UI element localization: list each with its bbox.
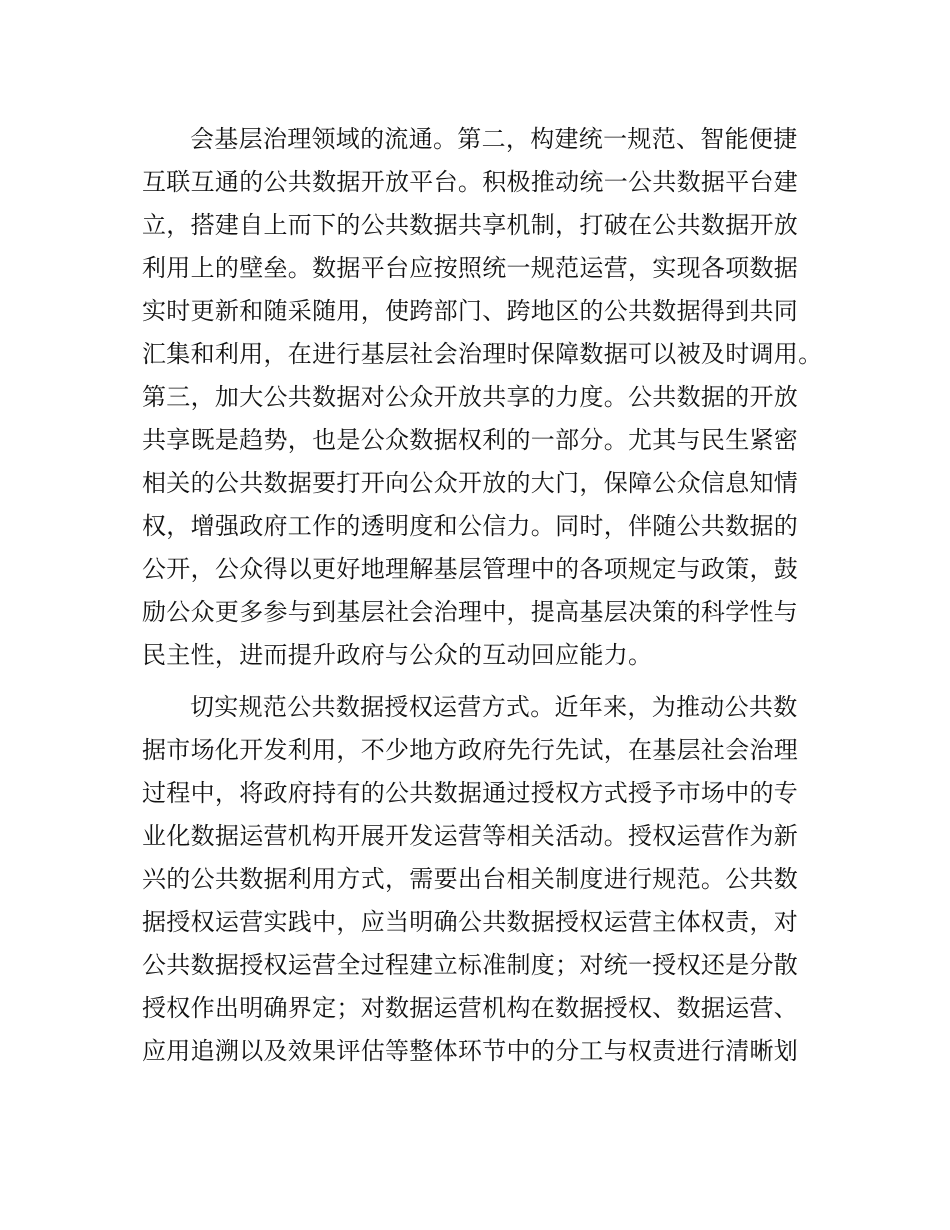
text-line: 过程中，将政府持有的公共数据通过授权方式授予市场中的专 bbox=[142, 779, 799, 807]
text-line: 汇集和利用，在进行基层社会治理时保障数据可以被及时调用。 bbox=[142, 340, 823, 368]
body-text bbox=[142, 118, 823, 1073]
text-line: 利用上的壁垒。数据平台应按照统一规范运营，实现各项数据 bbox=[142, 254, 799, 282]
text-line: 会基层治理领域的流通。第二，构建统一规范、智能便捷 bbox=[190, 125, 798, 153]
text-line: 切实规范公共数据授权运营方式。近年来，为推动公共数 bbox=[190, 693, 798, 721]
text-line: 业化数据运营机构开展开发运营等相关活动。授权运营作为新 bbox=[142, 822, 799, 850]
text-line: 立，搭建自上而下的公共数据共享机制，打破在公共数据开放 bbox=[142, 211, 799, 239]
text-line: 兴的公共数据利用方式，需要出台相关制度进行规范。公共数 bbox=[142, 865, 799, 893]
text-line: 励公众更多参与到基层社会治理中，提高基层决策的科学性与 bbox=[142, 598, 799, 626]
text-line: 共享既是趋势，也是公众数据权利的一部分。尤其与民生紧密 bbox=[142, 426, 799, 454]
text-line: 相关的公共数据要打开向公众开放的大门，保障公众信息知情 bbox=[142, 469, 799, 497]
text-line: 权，增强政府工作的透明度和公信力。同时，伴随公共数据的 bbox=[142, 512, 799, 540]
text-line: 公共数据授权运营全过程建立标准制度；对统一授权还是分散 bbox=[142, 951, 799, 979]
text-line: 互联互通的公共数据开放平台。积极推动统一公共数据平台建 bbox=[142, 168, 799, 196]
text-line: 民主性，进而提升政府与公众的互动回应能力。 bbox=[142, 641, 653, 669]
text-line: 实时更新和随采随用，使跨部门、跨地区的公共数据得到共同 bbox=[142, 297, 799, 325]
text-line: 应用追溯以及效果评估等整体环节中的分工与权责进行清晰划 bbox=[142, 1037, 799, 1065]
text-line: 据市场化开发利用，不少地方政府先行先试，在基层社会治理 bbox=[142, 736, 799, 764]
text-line: 授权作出明确界定；对数据运营机构在数据授权、数据运营、 bbox=[142, 994, 799, 1022]
text-line: 第三，加大公共数据对公众开放共享的力度。公共数据的开放 bbox=[142, 383, 799, 411]
paragraph-spacer bbox=[142, 677, 814, 686]
paragraph-2 bbox=[142, 686, 814, 1073]
text-line: 公开，公众得以更好地理解基层管理中的各项规定与政策，鼓 bbox=[142, 555, 799, 583]
paragraph-1 bbox=[142, 118, 823, 677]
text-line: 据授权运营实践中，应当明确公共数据授权运营主体权责，对 bbox=[142, 908, 799, 936]
